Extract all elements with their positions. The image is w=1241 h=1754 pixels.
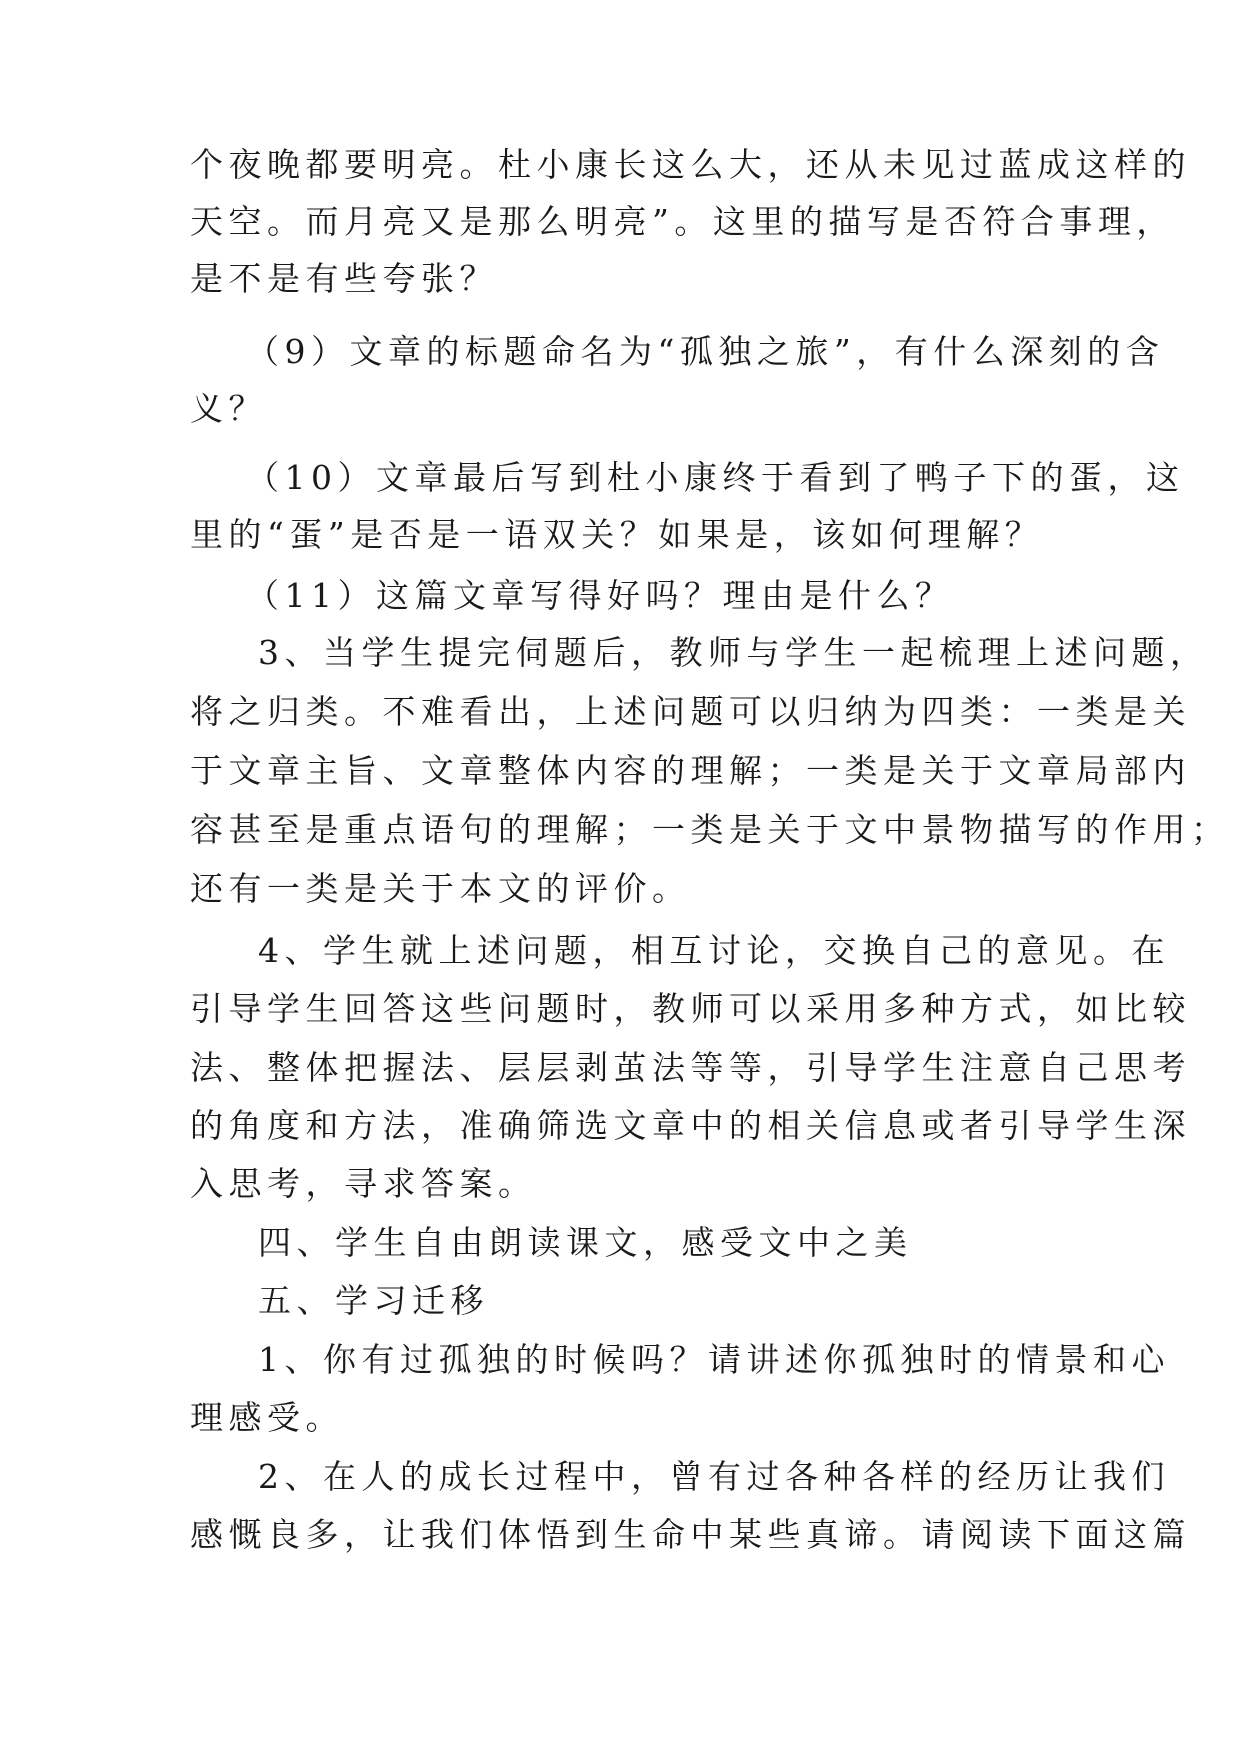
question-item: （9）文章的标题命名为“孤独之旅”，有什么深刻的含 [246, 332, 1165, 371]
paragraph-line: 法、整体把握法、层层剥茧法等等，引导学生注意自己思考 [190, 1048, 1191, 1087]
paragraph-line: 天空。而月亮又是那么明亮”。这里的描写是否符合事理， [190, 202, 1175, 241]
question-item: （10）文章最后写到杜小康终于看到了鸭子下的蛋，这 [246, 458, 1185, 497]
paragraph-line: 感慨良多，让我们体悟到生命中某些真谛。请阅读下面这篇 [190, 1515, 1191, 1554]
paragraph-line: 是不是有些夸张？ [190, 259, 498, 298]
paragraph-line: 还有一类是关于本文的评价。 [190, 869, 691, 908]
paragraph-line: 理感受。 [190, 1398, 344, 1437]
paragraph-line: 引导学生回答这些问题时，教师可以采用多种方式，如比较 [190, 989, 1191, 1028]
paragraph-line: 里的“蛋”是否是一语双关？如果是，该如何理解？ [190, 515, 1044, 554]
paragraph-line: 的角度和方法，准确筛选文章中的相关信息或者引导学生深 [190, 1106, 1191, 1145]
paragraph-line: 入思考，寻求答案。 [190, 1164, 537, 1203]
paragraph-line: 个夜晚都要明亮。杜小康长这么大，还从未见过蓝成这样的 [190, 145, 1191, 184]
numbered-paragraph: 2、在人的成长过程中，曾有过各种各样的经历让我们 [258, 1457, 1170, 1496]
paragraph-line: 于文章主旨、文章整体内容的理解；一类是关于文章局部内 [190, 751, 1191, 790]
numbered-paragraph: 4、学生就上述问题，相互讨论，交换自己的意见。在 [258, 931, 1170, 970]
paragraph-line: 容甚至是重点语句的理解；一类是关于文中景物描写的作用； [190, 810, 1230, 849]
section-heading: 四、学生自由朗读课文，感受文中之美 [258, 1223, 913, 1262]
question-item: （11）这篇文章写得好吗？理由是什么？ [246, 576, 954, 615]
numbered-paragraph: 3、当学生提完伺题后，教师与学生一起梳理上述问题， [258, 633, 1209, 672]
paragraph-line: 义？ [190, 389, 267, 428]
section-heading: 五、学习迁移 [258, 1281, 489, 1320]
paragraph-line: 将之归类。不难看出，上述问题可以归纳为四类：一类是关 [190, 692, 1191, 731]
numbered-paragraph: 1、你有过孤独的时候吗？请讲述你孤独时的情景和心 [258, 1340, 1170, 1379]
